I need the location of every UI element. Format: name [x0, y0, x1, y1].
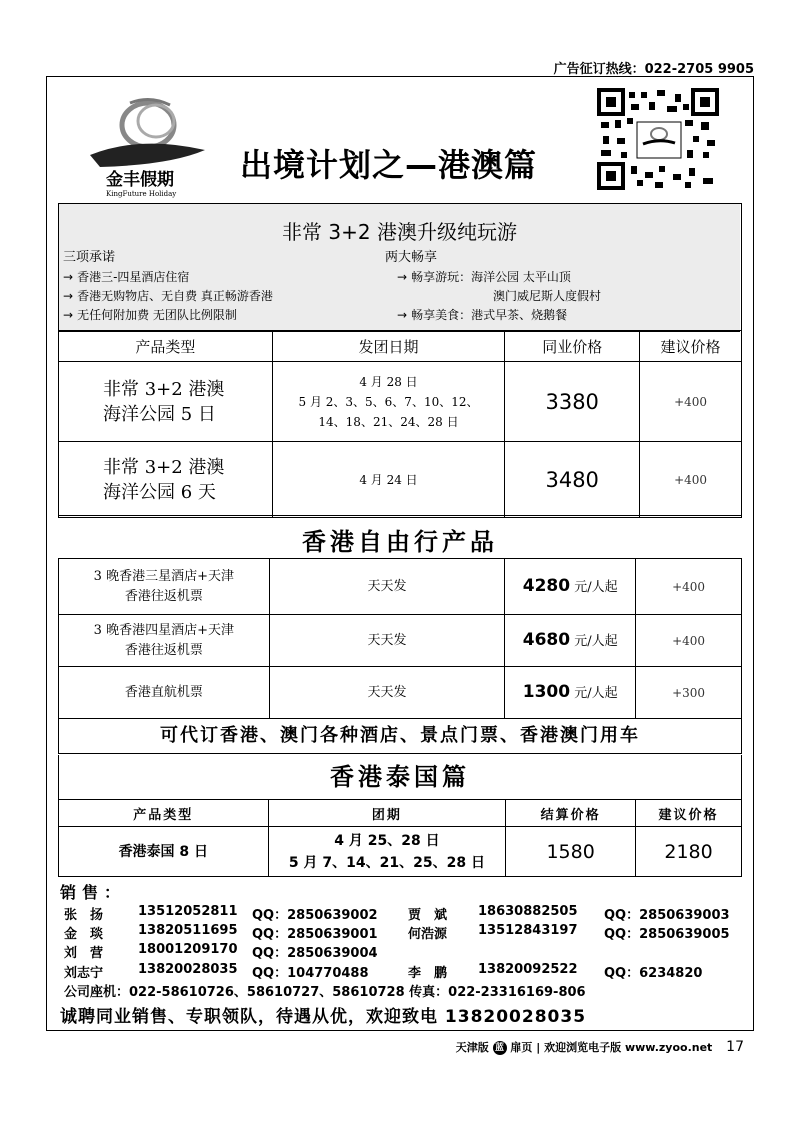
edition-badge-icon: 蓝	[493, 1041, 507, 1055]
arrow-icon: →	[63, 308, 74, 322]
enjoy-item: → 畅享游玩：海洋公园 太平山顶	[397, 270, 571, 284]
ad-hotline: 广告征订热线：022-2705 9905	[553, 62, 754, 77]
product-name: 3 晚香港三星酒店+天津 香港往返机票	[59, 559, 270, 615]
recruit-notice: 诚聘同业销售、专职领队，待遇从优，欢迎致电 13820028035	[60, 1007, 587, 1027]
table-row	[59, 615, 742, 667]
table-row	[59, 362, 742, 442]
trade-price: 3380	[505, 362, 640, 442]
edition-label: 天津版	[455, 1041, 489, 1054]
column-header: 建议价格	[640, 331, 742, 362]
departure-dates: 4 月 24 日	[272, 442, 505, 518]
table-row	[59, 667, 742, 719]
contact-qq: QQ：6234820	[604, 966, 703, 981]
departure-dates: 4 月 25、28 日 5 月 7、14、21、25、28 日	[268, 827, 506, 877]
column-header: 团期	[268, 800, 506, 827]
contact-qq: QQ：104770488	[252, 966, 369, 981]
column-header: 产品类型	[59, 800, 269, 827]
promises-title: 三项承诺	[63, 250, 116, 265]
qr-code	[597, 88, 719, 190]
arrow-icon: →	[63, 289, 74, 303]
contact-name: 何浩源	[408, 927, 448, 942]
trade-price: 1300 元/人起	[505, 667, 636, 719]
section-label: 扉页	[510, 1041, 533, 1054]
sales-title: 销售：	[60, 883, 127, 902]
settlement-price: 1580	[506, 827, 636, 877]
departure-dates: 天天发	[269, 615, 505, 667]
product-name: 香港泰国 8 日	[59, 827, 269, 877]
product-name: 3 晚香港四星酒店+天津 香港往返机票	[59, 615, 270, 667]
column-header: 产品类型	[59, 331, 273, 362]
suggested-price: +400	[636, 615, 742, 667]
table-row	[59, 559, 742, 615]
trade-price: 4680 元/人起	[505, 615, 636, 667]
table-row	[59, 827, 742, 877]
contact-phone: 13820028035	[138, 962, 238, 977]
contact-name: 张 扬	[64, 908, 104, 923]
page-title: 出境计划之—港澳篇	[240, 146, 538, 184]
page-number: 17	[726, 1039, 744, 1055]
contact-qq: QQ：2850639001	[252, 927, 378, 942]
product-name: 非常 3+2 港澳 海洋公园 5 日	[59, 362, 273, 442]
contact-qq: QQ：2850639002	[252, 908, 378, 923]
arrow-icon: →	[397, 308, 408, 322]
contact-name: 李 鹏	[408, 966, 448, 981]
contact-qq: QQ：2850639004	[252, 946, 378, 961]
hk-thailand-title: 香港泰国篇	[58, 755, 742, 800]
table-row	[59, 442, 742, 518]
column-header: 结算价格	[506, 800, 636, 827]
contact-phone: 18630882505	[478, 904, 578, 919]
booking-banner: 可代订香港、澳门各种酒店、景点门票、香港澳门用车	[58, 718, 742, 754]
enjoy-title: 两大畅享	[385, 250, 438, 265]
office-phone: 公司座机：022-58610726、58610727、58610728 传真：022-23316169-806	[64, 985, 586, 1000]
tour-table-3plus2	[58, 330, 742, 518]
hk-thailand-table	[58, 799, 742, 877]
trade-price: 3480	[505, 442, 640, 518]
contact-phone: 13512843197	[478, 923, 578, 938]
logo-name: 金丰假期	[106, 170, 174, 190]
section-header	[59, 204, 740, 332]
departure-dates: 天天发	[269, 559, 505, 615]
free-travel-table	[58, 558, 742, 719]
contact-qq: QQ：2850639003	[604, 908, 730, 923]
separator: |	[536, 1041, 541, 1054]
arrow-icon: →	[397, 270, 408, 284]
section-title: 非常 3+2 港澳升级纯玩游	[282, 220, 517, 244]
contact-phone: 13820511695	[138, 923, 238, 938]
promise-item: → 香港无购物店、无自费 真正畅游香港	[63, 289, 273, 303]
suggested-price: +400	[640, 442, 742, 518]
suggested-price: +400	[640, 362, 742, 442]
contact-name: 贾 斌	[408, 908, 448, 923]
column-header: 建议价格	[636, 800, 742, 827]
enjoy-item: → 畅享美食：港式早茶、烧鹅餐	[397, 308, 568, 322]
product-name: 香港直航机票	[59, 667, 270, 719]
contact-name: 刘志宁	[64, 966, 104, 981]
departure-dates: 4 月 28 日 5 月 2、3、5、6、7、10、12、 14、18、21、24、28 日	[272, 362, 505, 442]
departure-dates: 天天发	[269, 667, 505, 719]
promise-item: → 无任何附加费 无团队比例限制	[63, 308, 237, 322]
contact-name: 刘 营	[64, 946, 104, 961]
product-name: 非常 3+2 港澳 海洋公园 6 天	[59, 442, 273, 518]
contact-phone: 13512052811	[138, 904, 238, 919]
enjoy-item: 澳门威尼斯人度假村	[493, 289, 602, 303]
logo-english: KingFuture Holiday	[106, 190, 177, 198]
free-travel-title: 香港自由行产品	[302, 528, 498, 556]
column-header: 发团日期	[272, 331, 505, 362]
page-footer	[456, 1039, 744, 1055]
suggested-price: +400	[636, 559, 742, 615]
suggested-price: +300	[636, 667, 742, 719]
contact-name: 金 琰	[64, 927, 104, 942]
contact-qq: QQ：2850639005	[604, 927, 730, 942]
promise-item: → 香港三-四星酒店住宿	[63, 270, 190, 284]
column-header: 同业价格	[505, 331, 640, 362]
contact-phone: 13820092522	[478, 962, 578, 977]
trade-price: 4280 元/人起	[505, 559, 636, 615]
contact-phone: 18001209170	[138, 942, 238, 957]
website-link[interactable]: 欢迎浏览电子版 www.zyoo.net	[544, 1041, 713, 1054]
arrow-icon: →	[63, 270, 74, 284]
suggested-price: 2180	[636, 827, 742, 877]
